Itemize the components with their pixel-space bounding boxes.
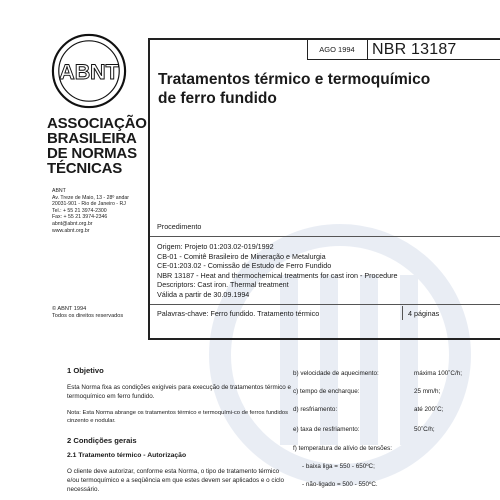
list-subitem: - não-ligado = 500 - 550ºC.	[302, 481, 378, 488]
logo-text: ABNT	[59, 59, 119, 84]
address-line: Fax: + 55 21 3974-2346	[52, 214, 108, 221]
copyright-line: Todos os direitos reservados	[52, 313, 124, 319]
divider	[150, 304, 500, 305]
list-subitem: - baixa liga = 550 - 650ºC;	[302, 463, 375, 470]
standard-code: NBR 13187	[372, 41, 457, 58]
org-line: BRASILEIRA	[47, 130, 137, 147]
list-item-label: e) taxa de resfriamento:	[293, 426, 360, 433]
copyright-notice	[52, 306, 123, 320]
origin-block	[157, 242, 398, 299]
list-item-value: máxima 100˚C/h;	[414, 370, 462, 377]
origin-line: NBR 13187 - Heat and thermochemical treatments for cast iron - Procedure	[157, 270, 398, 280]
body-note: Nota: Esta Norma abrange os tratamentos térmico e termoquími-co de ferros fundidos cinzento e nodular.	[67, 410, 289, 424]
address-line: Av. Treze de Maio, 13 - 28º andar	[52, 194, 129, 201]
frame-border-left	[148, 38, 150, 340]
divider	[150, 236, 500, 237]
org-line: ASSOCIAÇÃO	[47, 115, 147, 132]
origin-line: Origem: Projeto 01:203.02-019/1992	[157, 242, 274, 251]
divider	[402, 306, 403, 320]
page-count: 4 páginas	[408, 309, 440, 318]
origin-line: Descriptors: Cast iron. Thermal treatment	[157, 280, 289, 289]
list-item-label: b) velocidade de aquecimento:	[293, 370, 379, 377]
org-line: DE NORMAS	[47, 145, 137, 162]
list-item-label: f) temperatura de alívio de tensões:	[293, 445, 393, 452]
body-paragraph: O cliente deve autorizar, conforme esta Norma, o tipo de tratamento térmico e/ou termoquímico e a seqüência em que estes devem ser aplicados e o ciclo necessário.	[67, 468, 285, 493]
list-item-label: d) resfriamento:	[293, 406, 338, 413]
title-line: de ferro fundido	[158, 90, 277, 107]
title-line: Tratamentos térmico e termoquímico	[158, 71, 431, 88]
divider	[367, 40, 368, 60]
list-item-value: 25 mm/h;	[414, 388, 441, 395]
abnt-logo	[50, 32, 128, 110]
origin-line: CB-01 - Comitê Brasileiro de Mineração e Metalurgia	[157, 251, 326, 261]
list-item-label: c) tempo de encharque:	[293, 388, 360, 395]
section-heading: 2 Condições gerais	[67, 436, 137, 445]
organization-name	[47, 116, 147, 176]
section-heading: 1 Objetivo	[67, 366, 104, 375]
organization-address	[52, 188, 129, 234]
origin-line: CE-01:203.02 - Comissão de Estudo de Ferro Fundido	[157, 261, 332, 270]
address-line: www.abnt.org.br	[52, 227, 90, 234]
subsection-heading: 2.1 Tratamento térmico - Autorização	[67, 452, 187, 459]
list-item-value: até 200˚C;	[414, 406, 444, 413]
copyright-line: © ABNT 1994	[52, 306, 87, 312]
document-title	[158, 70, 478, 108]
address-line: abnt@abnt.org.br	[52, 220, 93, 227]
address-line: Tel.: + 55 21 3974-2300	[52, 207, 107, 214]
body-paragraph: Esta Norma fixa as condições exigíveis para execução de tratamentos térmico e termoquímico em ferro fundido.	[67, 384, 291, 400]
procedure-label: Procedimento	[157, 222, 202, 231]
frame-border-bottom	[148, 338, 500, 340]
address-line: 20031-901 - Rio de Janeiro - RJ	[52, 201, 126, 208]
publication-date: AGO 1994	[319, 45, 355, 54]
address-line: ABNT	[52, 188, 66, 194]
keywords: Palavras-chave: Ferro fundido. Tratamento térmico	[157, 309, 320, 318]
org-line: TÉCNICAS	[47, 160, 123, 177]
origin-line: Válida a partir de 30.09.1994	[157, 289, 250, 299]
list-item-value: 50˚C/h;	[414, 426, 435, 433]
